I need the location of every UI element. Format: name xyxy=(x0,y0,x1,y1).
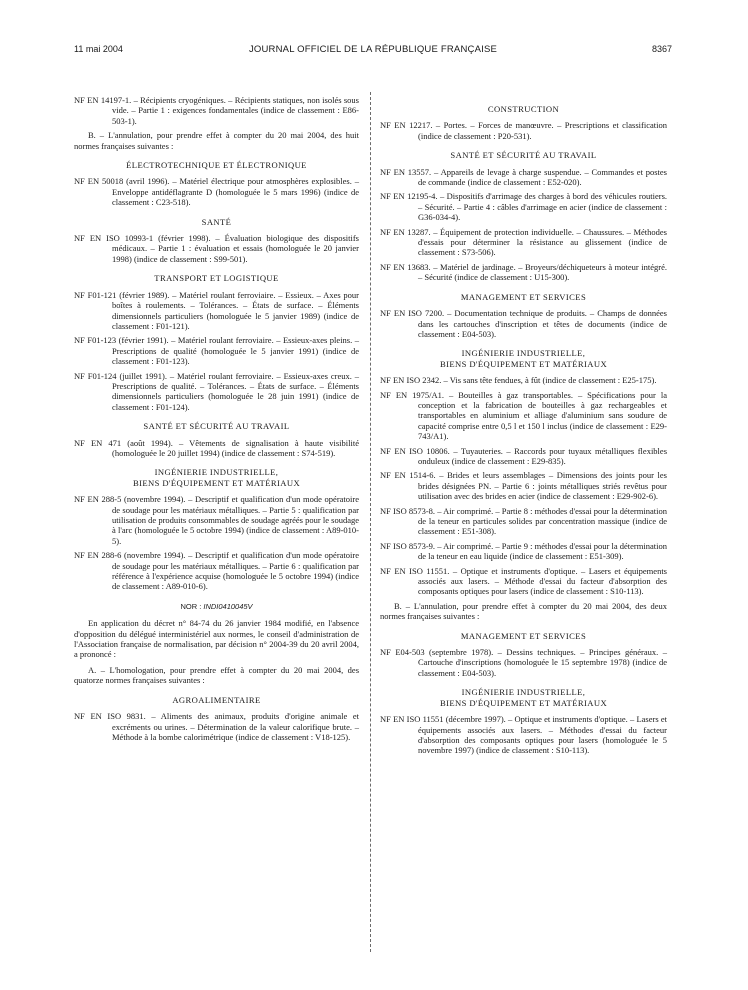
section-heading xyxy=(380,631,667,641)
section-heading xyxy=(380,687,667,708)
nor-reference xyxy=(74,602,359,612)
standard-entry: NF EN 471 (août 1994). – Vêtements de signalisation à haute visibilité (homologuée le 20 juillet 1994) (indice de classement : S74-519). xyxy=(74,437,359,458)
section-heading xyxy=(74,467,359,488)
standard-entry: NF EN ISO 11551. – Optique et instruments d'optique. – Lasers et équipements associés aux lasers. – Méthode d'essai du facteur d'absorption des composants optiques pour lasers (indice de classement : S10-113). xyxy=(380,565,667,597)
standard-entry: NF F01-121 (février 1989). – Matériel roulant ferroviaire. – Essieux. – Axes pour boîtes à roulements. – Tolérances. – États de surface. – Éléments dimensionnels particuliers (homologuée le 5 janvier 1989) (indice de classement : F01-121). xyxy=(74,289,359,331)
section-heading-line: MANAGEMENT ET SERVICES xyxy=(460,291,587,302)
standard-entry: NF EN 14197-1. – Récipients cryogéniques. – Récipients statiques, non isolés sous vide. – Partie 1 : exigences fondamentales (indice de classement : E86-503-1). xyxy=(74,95,359,126)
standard-entry: NF F01-124 (juillet 1991). – Matériel roulant ferroviaire. – Essieux-axes creux. – Prescriptions de qualité. – Tolérances. – États de surface. – Éléments dimensionnels particuliers (homologuée le 28 juin 1991) (indice de classement : F01-124). xyxy=(74,370,359,412)
standard-entry: NF EN 1514-6. – Brides et leurs assemblages – Dimensions des joints pour les brides désignées PN. – Partie 6 : joints métalliques striés revêtus pour utilisation avec des brides en acier (indice de classement : E29-902-6). xyxy=(380,470,667,502)
standard-entry: NF E04-503 (septembre 1978). – Dessins techniques. – Principes généraux. – Cartouche d'inscriptions (homologuée le 15 septembre 1978) (indice de classement : E04-503). xyxy=(380,647,667,678)
right-column xyxy=(380,95,667,760)
section-heading-line: INGÉNIERIE INDUSTRIELLE, xyxy=(461,687,586,698)
standard-entry: NF EN ISO 10806. – Tuyauteries. – Raccords pour tuyaux métalliques flexibles onduleux (indice de classement : E29-835). xyxy=(380,445,667,466)
standard-entry: NF EN 288-5 (novembre 1994). – Descriptif et qualification d'un mode opératoire de soudage pour les matériaux métalliques. – Partie 5 : qualification par utilisation de produits consommables de soudage agréés pour le soudage à l'arc (homologuée le 5 octobre 1994) (indice de classement : A89-010-5). xyxy=(74,494,359,546)
section-heading-line: TRANSPORT ET LOGISTIQUE xyxy=(154,273,279,284)
nor-code: INDI0410045V xyxy=(203,601,253,611)
standard-entry: NF ISO 8573-8. – Air comprimé. – Partie 8 : méthodes d'essai pour la détermination de la teneur en particules solides par concentration massique (indice de classement : E51-308). xyxy=(380,505,667,537)
left-column xyxy=(74,95,359,746)
section-heading-line: SANTÉ ET SÉCURITÉ AU TRAVAIL xyxy=(143,421,290,432)
paragraph: En application du décret n° 84-74 du 26 janvier 1984 modifié, en l'absence d'opposition du délégué interministériel aux normes, le conseil d'administration de l'Association française de normalisation, par décision n° 2004-39 du 20 avril 2004, a prononcé : xyxy=(74,618,359,660)
section-heading-line: ÉLECTROTECHNIQUE ET ÉLECTRONIQUE xyxy=(126,160,307,171)
section-heading-line: SANTÉ ET SÉCURITÉ AU TRAVAIL xyxy=(450,150,597,161)
standard-entry: NF ISO 8573-9. – Air comprimé. – Partie 9 : méthodes d'essai pour la détermination de la teneur en eau liquide (indice de classement : E51-309). xyxy=(380,540,667,562)
standard-entry: NF EN ISO 9831. – Aliments des animaux, produits d'origine animale et excréments ou urines. – Détermination de la valeur calorifique brute. – Méthode à la bombe calorimétrique (indice de classement : V18-125). xyxy=(74,711,359,742)
standard-entry: NF EN 288-6 (novembre 1994). – Descriptif et qualification d'un mode opératoire de soudage pour les matériaux métalliques. – Partie 6 : qualification par référence à l'expérience acquise (homologuée le 5 octobre 1994) (indice de classement : A89-010-6). xyxy=(74,550,359,592)
standard-entry: NF EN 12195-4. – Dispositifs d'arrimage des charges à bord des véhicules routiers. – Sécurité. – Partie 4 : câbles d'arrimage en acier (indice de classement : G36-034-4). xyxy=(380,191,667,223)
section-heading xyxy=(74,695,359,705)
section-heading-line: BIENS D'ÉQUIPEMENT ET MATÉRIAUX xyxy=(132,477,301,488)
section-heading-line: AGROALIMENTAIRE xyxy=(172,694,261,705)
standard-entry: NF EN 13287. – Équipement de protection individuelle. – Chaussures. – Méthodes d'essais pour déterminer la résistance au glissement (indice de classement : S73-506). xyxy=(380,226,667,258)
page-number: 8367 xyxy=(651,44,672,54)
section-heading-line: CONSTRUCTION xyxy=(487,104,560,114)
section-heading xyxy=(380,150,667,160)
paragraph: B. – L'annulation, pour prendre effet à compter du 20 mai 2004, des huit normes françaises suivantes : xyxy=(74,130,359,151)
section-heading xyxy=(74,421,359,431)
standard-entry: NF EN 13683. – Matériel de jardinage. – Broyeurs/déchiqueteurs à moteur intégré. – Sécurité (indice de classement : U15-300). xyxy=(380,261,667,283)
page-header xyxy=(74,44,672,58)
section-heading xyxy=(74,217,359,227)
paragraph: B. – L'annulation, pour prendre effet à compter du 20 mai 2004, des deux normes françaises suivantes : xyxy=(380,600,667,622)
section-heading-line: BIENS D'ÉQUIPEMENT ET MATÉRIAUX xyxy=(439,358,608,369)
issue-date: 11 mai 2004 xyxy=(74,44,123,54)
section-heading xyxy=(74,273,359,283)
section-heading xyxy=(380,292,667,302)
standard-entry: NF EN 50018 (avril 1996). – Matériel électrique pour atmosphères explosibles. – Enveloppe antidéflagrante D (homologuée le 5 mars 1996) (indice de classement : C23-518). xyxy=(74,176,359,208)
standard-entry: NF EN ISO 11551 (décembre 1997). – Optique et instruments d'optique. – Lasers et équipements associés aux lasers. – Méthodes d'essai du facteur d'absorption des composants optiques pour lasers (homologuée le 5 novembre 1997) (indice de classement : S10-113). xyxy=(380,714,667,756)
section-heading-line: INGÉNIERIE INDUSTRIELLE, xyxy=(154,467,279,478)
standard-entry: NF EN ISO 7200. – Documentation technique de produits. – Champs de données dans les cartouches d'inscription et têtes de documents (indice de classement : E04-503). xyxy=(380,308,667,339)
nor-prefix: NOR : xyxy=(180,601,204,611)
section-heading-line: INGÉNIERIE INDUSTRIELLE, xyxy=(461,348,586,359)
section-heading xyxy=(74,160,359,170)
standard-entry: NF F01-123 (février 1991). – Matériel roulant ferroviaire. – Essieux-axes pleins. – Prescriptions de qualité (homologuée le 5 janvier 1991) (indice de classement : F01-123). xyxy=(74,335,359,367)
journal-title: JOURNAL OFFICIEL DE LA RÉPUBLIQUE FRANÇAISE xyxy=(248,44,498,55)
standard-entry: NF EN ISO 10993-1 (février 1998). – Évaluation biologique des dispositifs médicaux. – Partie 1 : évaluation et essais (homologuée le 20 janvier 1998) (indice de classement : S99-501). xyxy=(74,233,359,264)
section-heading xyxy=(380,104,667,114)
standard-entry: NF EN 1975/A1. – Bouteilles à gaz transportables. – Spécifications pour la conception et la fabrication de bouteilles à gaz rechargeables et transportables en aluminium et alliage d'aluminium sans soudure de capacité comprise entre 0,5 l et 150 l inclus (indice de classement : E29-743/A1). xyxy=(380,389,667,442)
section-heading-line: BIENS D'ÉQUIPEMENT ET MATÉRIAUX xyxy=(439,697,608,708)
section-heading-line: MANAGEMENT ET SERVICES xyxy=(460,630,587,641)
standard-entry: NF EN 12217. – Portes. – Forces de manœuvre. – Prescriptions et classification (indice de classement : P20-531). xyxy=(380,120,667,141)
section-heading-line: SANTÉ xyxy=(201,216,232,227)
standard-entry: NF EN 13557. – Appareils de levage à charge suspendue. – Commandes et postes de commande (indice de classement : E52-020). xyxy=(380,166,667,188)
section-heading xyxy=(380,348,667,369)
standard-entry: NF EN ISO 2342. – Vis sans tête fendues, à fût (indice de classement : E25-175). xyxy=(380,375,657,386)
paragraph: A. – L'homologation, pour prendre effet à compter du 20 mai 2004, des quatorze normes françaises suivantes : xyxy=(74,664,359,686)
column-divider xyxy=(370,92,371,952)
